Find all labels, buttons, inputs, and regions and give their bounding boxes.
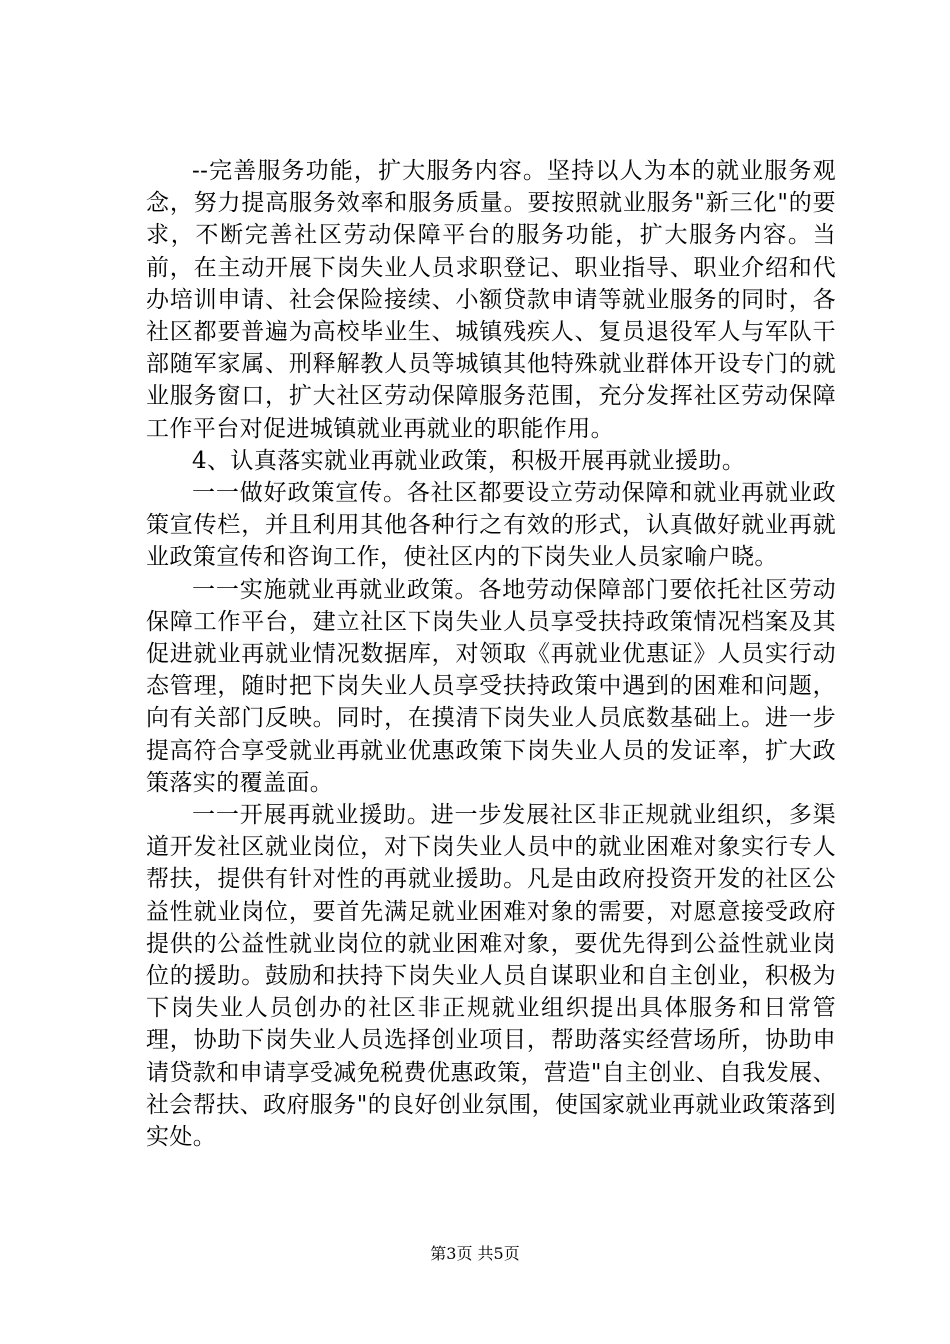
paragraph-reemployment-assistance: 一一开展再就业援助。进一步发展社区非正规就业组织，多渠道开发社区就业岗位，对下岗失业人员中的就业困难对象实行专人帮扶，提供有针对性的再就业援助。凡是由政府投资开发的社区公益性就业岗位，要首先满足就业困难对象的需要，对愿意接受政府提供的公益性就业岗位的就业困难对象，要优先得到公益性就业岗位的援助。鼓励和扶持下岗失业人员自谋职业和自主创业，积极为下岗失业人员创办的社区非正规就业组织提出具体服务和日常管理，协助下岗失业人员选择创业项目，帮助落实经营场所，协助申请贷款和申请享受减免税费优惠政策，营造"自主创业、自我发展、社会帮扶、政府服务"的良好创业氛围，使国家就业再就业政策落到实处。 bbox=[146, 802, 836, 1151]
paragraph-policy-implementation: 一一实施就业再就业政策。各地劳动保障部门要依托社区劳动保障工作平台，建立社区下岗失业人员享受扶持政策情况档案及其促进就业再就业情况数据库，对领取《再就业优惠证》人员实行动态管理，随时把下岗失业人员享受扶持政策中遇到的困难和问题，向有关部门反映。同时，在摸清下岗失业人员底数基础上。进一步提高符合享受就业再就业优惠政策下岗失业人员的发证率，扩大政策落实的覆盖面。 bbox=[146, 576, 836, 796]
document-body bbox=[146, 155, 836, 1153]
section-heading-4: 4、认真落实就业再就业政策，积极开展再就业援助。 bbox=[192, 447, 746, 474]
page-total: 共5页 bbox=[477, 1244, 520, 1263]
paragraph-policy-publicity: 一一做好政策宣传。各社区都要设立劳动保障和就业再就业政策宣传栏，并且利用其他各种行之有效的形式，认真做好就业再就业政策宣传和咨询工作，使社区内的下岗失业人员家喻户晓。 bbox=[146, 480, 836, 571]
paragraph-service-function: --完善服务功能，扩大服务内容。坚持以人为本的就业服务观念，努力提高服务效率和服务质量。要按照就业服务"新三化"的要求，不断完善社区劳动保障平台的服务功能，扩大服务内容。当前，在主动开展下岗失业人员求职登记、职业指导、职业介绍和代办培训申请、社会保险接续、小额贷款申请等就业服务的同时，各社区都要普遍为高校毕业生、城镇残疾人、复员退役军人与军队干部随军家属、刑释解教人员等城镇其他特殊就业群体开设专门的就业服务窗口，扩大社区劳动保障服务范围，充分发挥社区劳动保障工作平台对促进城镇就业再就业的职能作用。 bbox=[146, 158, 836, 442]
page-number: 第3页 bbox=[430, 1244, 473, 1263]
page-footer bbox=[0, 1244, 950, 1264]
